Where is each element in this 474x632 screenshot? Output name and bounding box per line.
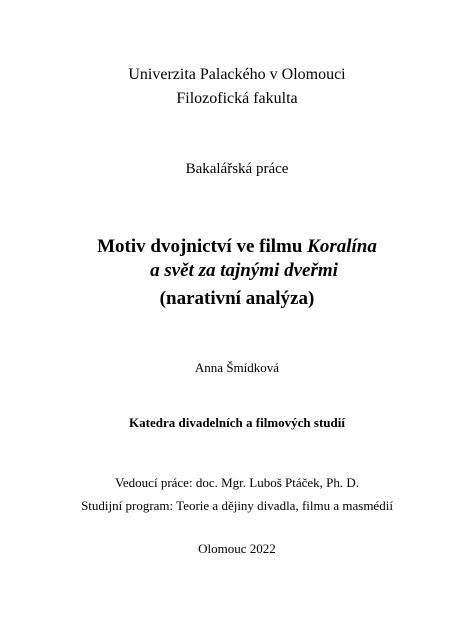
- thesis-title-film-subtitle: a svět za tajnými dveřmi: [150, 260, 338, 281]
- university-name: Univerzita Palackého v Olomouci: [128, 66, 346, 83]
- thesis-type: Bakalářská práce: [185, 161, 289, 177]
- thesis-title-film-name: Koralína: [307, 236, 377, 257]
- department-name: Katedra divadelních a filmových studií: [129, 415, 345, 430]
- thesis-subtitle: (narativní analýza): [159, 288, 315, 309]
- author-name: Anna Šmídková: [194, 360, 280, 375]
- thesis-title-text: Motiv dvojnictví ve filmu: [97, 236, 308, 257]
- thesis-title-line-2: [0, 261, 474, 280]
- study-program-line: Studijní program: Teorie a dějiny divadla, filmu a masmédií: [81, 498, 393, 513]
- faculty-name: Filozofická fakulta: [176, 90, 298, 107]
- thesis-title-line-1: [0, 237, 474, 256]
- place-and-year: Olomouc 2022: [198, 541, 276, 556]
- supervisor-line: Vedoucí práce: doc. Mgr. Luboš Ptáček, Ph. D.: [114, 475, 360, 490]
